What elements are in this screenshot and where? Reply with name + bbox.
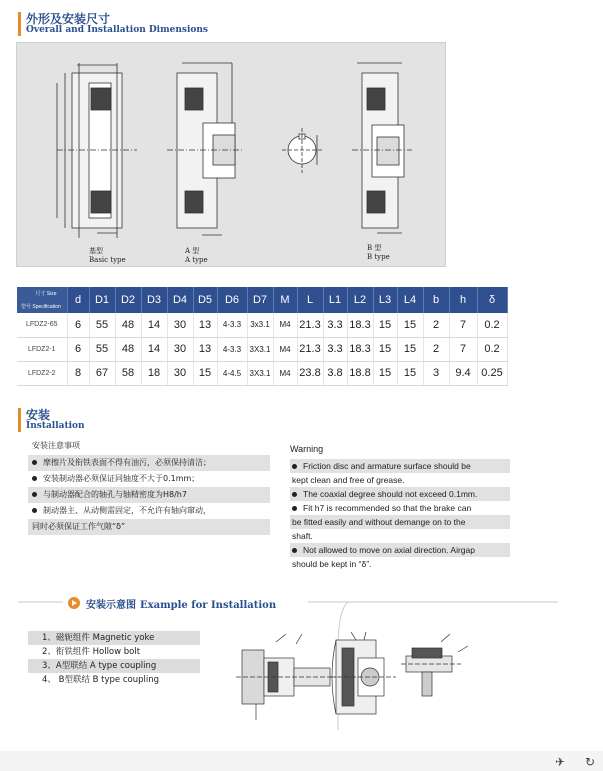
header-l2: L2 [347, 287, 373, 313]
table-cell: 30 [167, 361, 193, 385]
row-model: LFDZ2-2 [17, 361, 67, 385]
header-l1: L1 [323, 287, 347, 313]
bullet-icon [32, 460, 37, 465]
header-d: d [67, 287, 89, 313]
list-item: The coaxial degree should not exceed 0.1mm. [290, 487, 510, 501]
header-m: M [273, 287, 297, 313]
installation-notes-en [290, 444, 510, 571]
row-model: LFDZ2-65 [17, 313, 67, 337]
list-item: should be kept in “δ”. [292, 559, 372, 569]
list-item: 与制动器配合的轴孔与轴精密度为H8/h7 [28, 487, 270, 503]
list-item: 2、衔铁组件 Hollow bolt [42, 647, 141, 657]
table-cell: 4-3.3 [217, 313, 247, 337]
table-cell: 18.3 [347, 313, 373, 337]
header-delta: δ [477, 287, 507, 313]
table-cell: 15 [373, 337, 397, 361]
caption-a-type: A 型 A type [185, 247, 208, 264]
table-cell: 3X3.1 [247, 337, 273, 361]
table-cell: 14 [141, 337, 167, 361]
table-cell: M4 [273, 313, 297, 337]
bullet-icon [292, 464, 297, 469]
table-cell: 18.8 [347, 361, 373, 385]
header-d3: D3 [141, 287, 167, 313]
header-l: L [297, 287, 323, 313]
table-cell: 67 [89, 361, 115, 385]
table-cell: 13 [193, 313, 217, 337]
row-model: LFDZ2-1 [17, 337, 67, 361]
header-d1: D1 [89, 287, 115, 313]
table-cell: 3.3 [323, 313, 347, 337]
table-cell: 15 [397, 313, 423, 337]
bullet-icon [292, 548, 297, 553]
table-cell: 14 [141, 313, 167, 337]
installation-notes-cn [28, 440, 270, 535]
drawing-svg [17, 43, 447, 268]
bullet-icon [32, 476, 37, 481]
table-row [17, 313, 507, 337]
heading-accent-bar [18, 408, 21, 432]
header-d2: D2 [115, 287, 141, 313]
parts-list [28, 631, 200, 687]
list-item: be fitted easily and without demange on to the [290, 515, 510, 529]
play-circle-icon [68, 597, 80, 609]
table-cell: 3.8 [323, 361, 347, 385]
table-cell: 21.3 [297, 313, 323, 337]
table-row [17, 361, 507, 385]
list-item: 摩擦片及衔铁表面不得有油污，必须保持清洁； [28, 455, 270, 471]
technical-drawing [16, 42, 446, 267]
table-cell: 2 [423, 313, 449, 337]
section-title-en: Overall and Installation Dimensions [26, 25, 208, 35]
bullet-icon [32, 508, 37, 513]
table-cell: 7 [449, 337, 477, 361]
example-title: 安装示意图 Example for Installation [86, 600, 277, 611]
bullet-icon [292, 506, 297, 511]
table-cell: 0.25 [477, 361, 507, 385]
list-item: kept clean and free of grease. [292, 475, 405, 485]
table-cell: 8 [67, 361, 89, 385]
table-cell: 30 [167, 337, 193, 361]
table-cell: 7 [449, 313, 477, 337]
list-item: 安装制动器必须保证同轴度不大于0.1mm； [28, 471, 270, 487]
list-item: Friction disc and armature surface should be [290, 459, 510, 473]
share-icon[interactable]: ↻ [585, 755, 596, 769]
list-item: Fit h7 is recommended so that the brake can [290, 501, 510, 515]
table-cell: M4 [273, 337, 297, 361]
table-row [17, 337, 507, 361]
table-cell: 30 [167, 313, 193, 337]
header-d6: D6 [217, 287, 247, 313]
table-cell: 15 [397, 361, 423, 385]
list-item: 1、磁轭组件 Magnetic yoke [28, 631, 200, 645]
section-title-cn: 外形及安装尺寸 [26, 12, 111, 26]
table-cell: 48 [115, 337, 141, 361]
table-cell: 6 [67, 337, 89, 361]
table-cell: 3 [423, 361, 449, 385]
dimensions-table [17, 287, 508, 386]
table-cell: 13 [193, 337, 217, 361]
table-cell: 2 [423, 337, 449, 361]
header-b: b [423, 287, 449, 313]
table-cell: 4-4.5 [217, 361, 247, 385]
list-item: Not allowed to move on axial direction. Airgap [290, 543, 510, 557]
table-cell: 0.2 [477, 313, 507, 337]
table-cell: 0.2 [477, 337, 507, 361]
heading-accent-bar [18, 12, 21, 36]
table-cell: 18.3 [347, 337, 373, 361]
bullet-icon [32, 492, 37, 497]
table-cell: 15 [193, 361, 217, 385]
table-cell: M4 [273, 361, 297, 385]
header-h: h [449, 287, 477, 313]
header-d5: D5 [193, 287, 217, 313]
rocket-icon[interactable]: ✈ [555, 755, 566, 769]
table-cell: 15 [373, 361, 397, 385]
list-item: 3、A型联结 A type coupling [28, 659, 200, 673]
table-cell: 18 [141, 361, 167, 385]
caption-b-type: B 型 B type [367, 244, 390, 261]
header-d7: D7 [247, 287, 273, 313]
notes-cn-title: 安装注意事项 [32, 441, 80, 450]
table-cell: 55 [89, 313, 115, 337]
table-cell: 15 [373, 313, 397, 337]
table-corner-cell: 尺寸 Size 型号 Specification [17, 287, 67, 313]
table-cell: 3X3.1 [247, 361, 273, 385]
list-item: 同时必须保证工作气隙“δ” [28, 519, 270, 535]
bottom-toolbar [0, 751, 603, 771]
table-cell: 9.4 [449, 361, 477, 385]
list-item: 4、 B型联结 B type coupling [42, 675, 160, 685]
table-cell: 48 [115, 313, 141, 337]
table-cell: 4-3.3 [217, 337, 247, 361]
table-cell: 15 [397, 337, 423, 361]
caption-basic-type: 基型 Basic type [89, 247, 126, 264]
section-title-en: Installation [26, 421, 85, 431]
list-item: 制动器主、从动侧需固定，不允许有轴向窜动， [28, 503, 270, 519]
table-cell: 23.8 [297, 361, 323, 385]
table-cell: 6 [67, 313, 89, 337]
table-cell: 55 [89, 337, 115, 361]
table-cell: 3.3 [323, 337, 347, 361]
section-title-cn: 安装 [26, 408, 51, 422]
bullet-icon [292, 492, 297, 497]
assembly-illustration [236, 622, 476, 727]
header-l3: L3 [373, 287, 397, 313]
notes-en-title: Warning [290, 444, 324, 454]
list-item: shaft. [292, 531, 313, 541]
header-l4: L4 [397, 287, 423, 313]
table-cell: 21.3 [297, 337, 323, 361]
header-d4: D4 [167, 287, 193, 313]
table-header-row [17, 287, 507, 313]
table-cell: 58 [115, 361, 141, 385]
table-cell: 3x3.1 [247, 313, 273, 337]
